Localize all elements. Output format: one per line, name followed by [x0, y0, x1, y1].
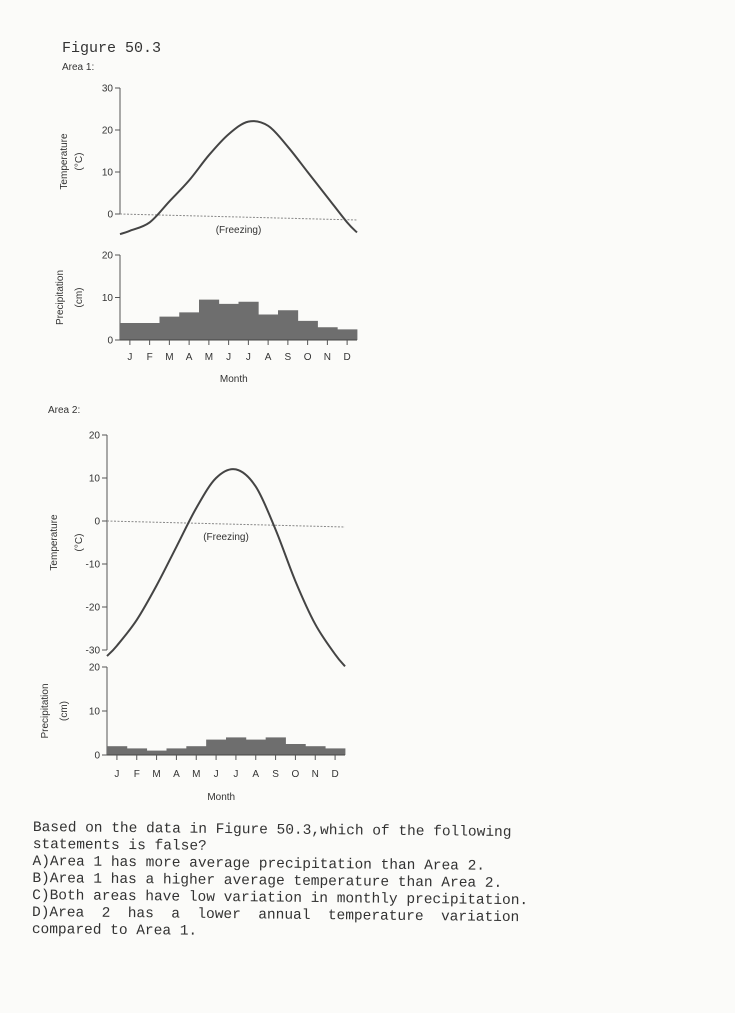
month-label: M [192, 769, 201, 780]
temperature-curve [120, 121, 357, 234]
option-d-line-1: D)Area 2 has a lower annual temperature variation [31, 904, 520, 927]
precipitation-bar [246, 740, 266, 755]
month-label: A [264, 352, 272, 363]
freezing-line [107, 521, 345, 527]
option-d-line-2: compared to Area 1. [31, 921, 198, 940]
month-label: N [323, 352, 331, 363]
temperature-tick-label: -30 [85, 645, 100, 657]
month-label: N [311, 769, 319, 780]
month-label: J [233, 769, 239, 780]
precipitation-bar [167, 748, 187, 755]
temperature-y-label: Temperature [59, 133, 70, 190]
precipitation-y-label: Precipitation [40, 683, 51, 739]
precipitation-bar [258, 315, 278, 341]
temperature-tick-label: -20 [85, 602, 100, 614]
area-1-label: Area 1: [62, 62, 95, 73]
temperature-tick-label: 10 [88, 473, 100, 485]
precipitation-bar [305, 746, 325, 755]
precipitation-bar [286, 744, 306, 755]
precipitation-bar [226, 737, 246, 755]
temperature-tick-label: 10 [101, 167, 113, 179]
temperature-y-label: Temperature [49, 514, 60, 571]
temperature-y-unit: (°C) [74, 533, 85, 552]
month-label: A [185, 352, 193, 363]
precipitation-bar [266, 737, 286, 755]
precipitation-bar [199, 300, 219, 340]
temperature-curve [107, 469, 345, 666]
precipitation-bar [160, 317, 180, 340]
month-label: M [204, 352, 214, 363]
area-2-charts [40, 431, 345, 804]
precipitation-bar [147, 751, 167, 755]
temperature-tick-label: 30 [101, 83, 113, 95]
precipitation-y-unit: (cm) [74, 287, 85, 308]
precipitation-bar [318, 327, 338, 340]
precipitation-tick-label: 20 [101, 250, 113, 262]
freezing-label: (Freezing) [215, 225, 262, 236]
option-b: B)Area 1 has a higher average temperature than Area 2. [32, 870, 503, 892]
precipitation-bar [179, 312, 199, 340]
month-label: S [272, 769, 279, 780]
month-label: M [152, 769, 161, 780]
area-1-charts [55, 84, 357, 386]
month-label: J [114, 769, 120, 780]
month-label: O [291, 769, 300, 780]
option-a: A)Area 1 has more average precipitation than Area 2. [32, 853, 486, 875]
precipitation-y-unit: (cm) [59, 701, 70, 721]
question-block [32, 820, 673, 946]
temperature-tick-label: 0 [107, 209, 113, 221]
temperature-tick-label: 20 [101, 125, 113, 137]
month-label: A [173, 769, 180, 780]
precipitation-bar [127, 748, 147, 755]
month-label: S [284, 352, 292, 363]
precipitation-bar [140, 323, 160, 340]
month-label: J [226, 352, 232, 363]
precipitation-bar [107, 746, 127, 755]
area-2-label: Area 2: [48, 405, 81, 416]
precipitation-bar [186, 746, 206, 755]
precipitation-tick-label: 10 [88, 706, 100, 718]
month-label: F [146, 352, 153, 363]
month-label: D [343, 352, 351, 363]
precipitation-bar [337, 329, 357, 340]
month-label: J [127, 352, 133, 363]
precipitation-bar [298, 321, 318, 340]
precipitation-tick-label: 0 [94, 750, 100, 762]
month-label: J [213, 769, 219, 780]
precipitation-tick-label: 10 [101, 293, 113, 304]
precipitation-bar [120, 323, 140, 340]
temperature-tick-label: 20 [88, 430, 100, 442]
month-label: D [331, 769, 339, 780]
month-label: A [252, 769, 260, 780]
temperature-tick-label: 0 [94, 516, 100, 528]
month-label: O [303, 352, 312, 363]
x-axis-title: Month [219, 374, 248, 385]
figure-title: Figure 50.3 [62, 40, 162, 57]
precipitation-bar [278, 310, 298, 340]
precipitation-bar [219, 304, 239, 340]
freezing-label: (Freezing) [203, 532, 249, 543]
precipitation-bar [325, 748, 345, 755]
month-label: M [165, 352, 174, 363]
precipitation-bar [239, 302, 259, 340]
x-axis-title: Month [207, 792, 236, 803]
question-text-line-2: statements is false? [32, 836, 207, 855]
option-c: C)Both areas have low variation in monthly precipitation. [32, 887, 529, 910]
precipitation-tick-label: 20 [88, 662, 100, 674]
precipitation-bar [206, 740, 226, 755]
temperature-tick-label: -10 [85, 559, 100, 571]
month-label: J [245, 352, 251, 363]
question-text-line-1: Based on the data in Figure 50.3,which of the following [32, 820, 512, 842]
precipitation-y-label: Precipitation [55, 269, 66, 326]
precipitation-tick-label: 0 [107, 335, 113, 347]
temperature-y-unit: (°C) [74, 152, 85, 171]
month-label: F [133, 769, 140, 780]
